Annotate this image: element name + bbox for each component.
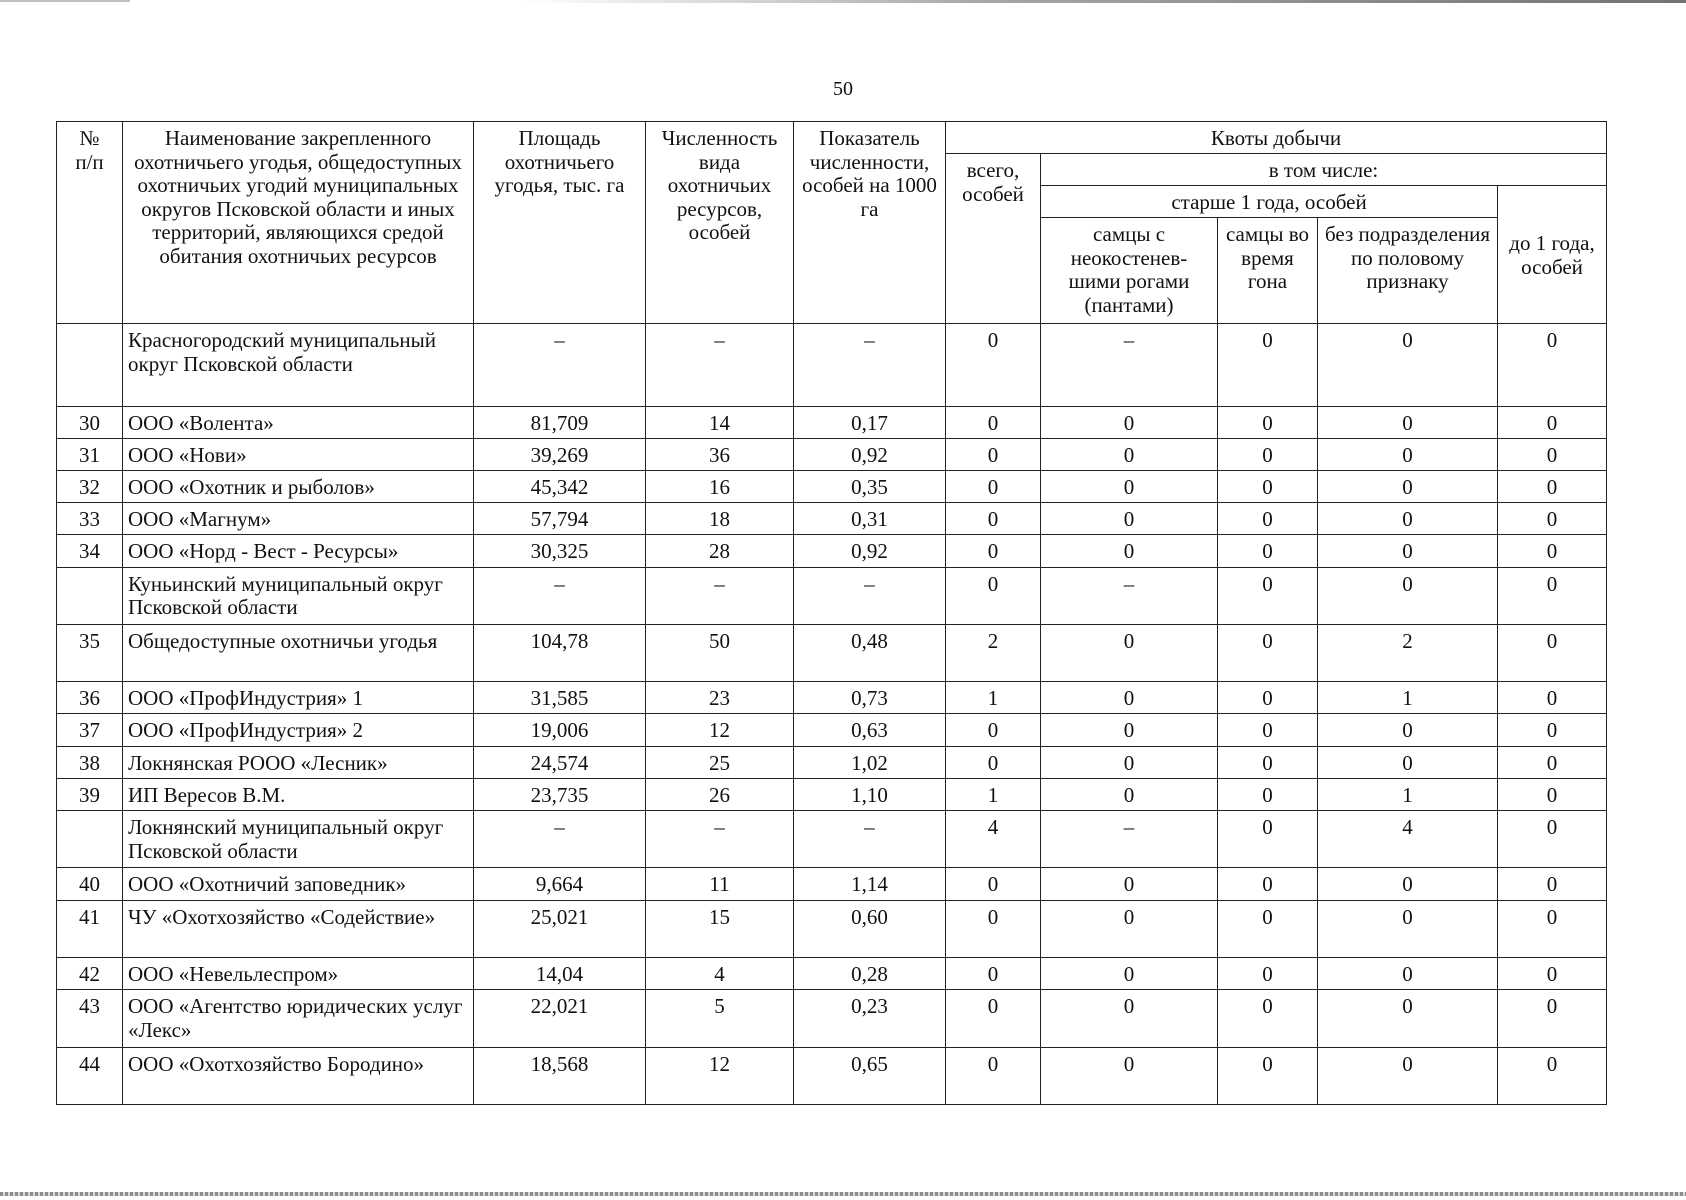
cell-quota-males-rut: 0 (1218, 1047, 1318, 1104)
cell-number: 34 (57, 535, 123, 567)
cell-quota-total: 0 (946, 503, 1041, 535)
cell-density: 0,28 (794, 957, 946, 989)
cell-area: 81,709 (474, 406, 646, 438)
cell-quota-males-rut: 0 (1218, 990, 1318, 1047)
cell-quota-males-velvet: – (1041, 811, 1218, 868)
cell-quota-under-1: 0 (1498, 324, 1607, 407)
header-total: всего, особей (946, 154, 1041, 324)
table-row (57, 1047, 1607, 1104)
cell-area: 57,794 (474, 503, 646, 535)
cell-name: Куньинский муниципальный округ Псковской области (123, 567, 474, 624)
cell-quota-under-1: 0 (1498, 868, 1607, 900)
cell-population: – (646, 567, 794, 624)
cell-number: 33 (57, 503, 123, 535)
cell-quota-no-sex: 2 (1318, 624, 1498, 681)
cell-quota-no-sex: 0 (1318, 503, 1498, 535)
cell-quota-males-rut: 0 (1218, 535, 1318, 567)
table-row (57, 470, 1607, 502)
cell-population: – (646, 324, 794, 407)
cell-quota-under-1: 0 (1498, 503, 1607, 535)
cell-number (57, 567, 123, 624)
cell-population: 15 (646, 900, 794, 957)
cell-population: 11 (646, 868, 794, 900)
cell-quota-no-sex: 0 (1318, 900, 1498, 957)
table-row (57, 990, 1607, 1047)
cell-name: ООО «Нови» (123, 438, 474, 470)
cell-name: ИП Вересов В.М. (123, 778, 474, 810)
cell-density: – (794, 567, 946, 624)
cell-number: 43 (57, 990, 123, 1047)
cell-quota-no-sex: 1 (1318, 778, 1498, 810)
cell-population: 36 (646, 438, 794, 470)
cell-quota-under-1: 0 (1498, 957, 1607, 989)
cell-quota-total: 1 (946, 682, 1041, 714)
cell-area: 18,568 (474, 1047, 646, 1104)
table-row (57, 714, 1607, 746)
cell-quota-no-sex: 0 (1318, 438, 1498, 470)
cell-quota-under-1: 0 (1498, 406, 1607, 438)
cell-quota-total: 0 (946, 746, 1041, 778)
cell-quota-no-sex: 0 (1318, 470, 1498, 502)
cell-quota-no-sex: 0 (1318, 324, 1498, 407)
cell-quota-no-sex: 0 (1318, 868, 1498, 900)
cell-quota-males-velvet: 0 (1041, 682, 1218, 714)
cell-population: 4 (646, 957, 794, 989)
cell-area: – (474, 811, 646, 868)
cell-population: – (646, 811, 794, 868)
table-header (57, 122, 1607, 324)
cell-number: 38 (57, 746, 123, 778)
cell-quota-total: 2 (946, 624, 1041, 681)
cell-quota-males-velvet: – (1041, 567, 1218, 624)
quota-table (56, 121, 1607, 1105)
cell-quota-under-1: 0 (1498, 567, 1607, 624)
cell-density: 0,48 (794, 624, 946, 681)
cell-density: 1,10 (794, 778, 946, 810)
cell-quota-males-velvet: 0 (1041, 868, 1218, 900)
cell-density: 0,60 (794, 900, 946, 957)
cell-quota-no-sex: 0 (1318, 567, 1498, 624)
cell-quota-males-velvet: 0 (1041, 624, 1218, 681)
cell-population: 50 (646, 624, 794, 681)
cell-quota-males-velvet: 0 (1041, 1047, 1218, 1104)
cell-quota-under-1: 0 (1498, 990, 1607, 1047)
table-row (57, 503, 1607, 535)
cell-quota-total: 0 (946, 868, 1041, 900)
table-row (57, 535, 1607, 567)
cell-quota-total: 1 (946, 778, 1041, 810)
cell-quota-total: 4 (946, 811, 1041, 868)
header-population: Численность вида охотничьих ресурсов, особей (646, 122, 794, 324)
header-density: Показатель численности, особей на 1000 га (794, 122, 946, 324)
cell-name: Локнянский муниципальный округ Псковской области (123, 811, 474, 868)
cell-quota-males-rut: 0 (1218, 811, 1318, 868)
cell-area: 31,585 (474, 682, 646, 714)
header-area: Площадь охотничьего угодья, тыс. га (474, 122, 646, 324)
cell-quota-males-velvet: 0 (1041, 990, 1218, 1047)
header-males-velvet-antlers: самцы с неокостенев-шими рогами (пантами) (1041, 218, 1218, 324)
cell-quota-total: 0 (946, 470, 1041, 502)
cell-quota-males-rut: 0 (1218, 567, 1318, 624)
cell-area: 104,78 (474, 624, 646, 681)
table-row (57, 811, 1607, 868)
cell-name: ООО «Охотник и рыболов» (123, 470, 474, 502)
cell-density: 1,14 (794, 868, 946, 900)
cell-density: 0,23 (794, 990, 946, 1047)
cell-quota-males-velvet: 0 (1041, 535, 1218, 567)
cell-name: ООО «Агентство юридических услуг «Лекс» (123, 990, 474, 1047)
table-body (57, 324, 1607, 1105)
cell-population: 26 (646, 778, 794, 810)
cell-quota-under-1: 0 (1498, 714, 1607, 746)
cell-quota-total: 0 (946, 438, 1041, 470)
cell-density: 0,92 (794, 438, 946, 470)
table-row (57, 624, 1607, 681)
cell-quota-males-rut: 0 (1218, 470, 1318, 502)
cell-quota-males-rut: 0 (1218, 324, 1318, 407)
cell-quota-males-velvet: 0 (1041, 406, 1218, 438)
cell-area: 22,021 (474, 990, 646, 1047)
cell-quota-under-1: 0 (1498, 746, 1607, 778)
cell-number: 42 (57, 957, 123, 989)
cell-quota-no-sex: 1 (1318, 682, 1498, 714)
cell-density: 0,35 (794, 470, 946, 502)
cell-population: 12 (646, 1047, 794, 1104)
cell-number: 41 (57, 900, 123, 957)
cell-quota-no-sex: 0 (1318, 1047, 1498, 1104)
cell-name: ООО «Магнум» (123, 503, 474, 535)
cell-quota-males-velvet: 0 (1041, 438, 1218, 470)
cell-quota-under-1: 0 (1498, 470, 1607, 502)
cell-density: 0,63 (794, 714, 946, 746)
cell-quota-males-rut: 0 (1218, 682, 1318, 714)
scan-edge-top (520, 0, 1686, 3)
table-row (57, 567, 1607, 624)
cell-quota-total: 0 (946, 535, 1041, 567)
cell-quota-no-sex: 0 (1318, 535, 1498, 567)
cell-quota-under-1: 0 (1498, 682, 1607, 714)
cell-quota-total: 0 (946, 406, 1041, 438)
cell-number: 44 (57, 1047, 123, 1104)
header-under-1-year: до 1 года, особей (1498, 186, 1607, 324)
cell-population: 5 (646, 990, 794, 1047)
cell-quota-males-velvet: 0 (1041, 778, 1218, 810)
cell-quota-total: 0 (946, 1047, 1041, 1104)
cell-density: – (794, 811, 946, 868)
cell-area: 14,04 (474, 957, 646, 989)
cell-quota-under-1: 0 (1498, 1047, 1607, 1104)
cell-area: 24,574 (474, 746, 646, 778)
cell-quota-males-rut: 0 (1218, 438, 1318, 470)
cell-name: ООО «ПрофИндустрия» 2 (123, 714, 474, 746)
table-row (57, 438, 1607, 470)
cell-quota-total: 0 (946, 990, 1041, 1047)
cell-population: 18 (646, 503, 794, 535)
cell-quota-total: 0 (946, 900, 1041, 957)
cell-name: Локнянская РООО «Лесник» (123, 746, 474, 778)
cell-density: 0,17 (794, 406, 946, 438)
cell-quota-males-rut: 0 (1218, 746, 1318, 778)
cell-quota-under-1: 0 (1498, 811, 1607, 868)
cell-number: 39 (57, 778, 123, 810)
cell-population: 25 (646, 746, 794, 778)
cell-quota-no-sex: 0 (1318, 406, 1498, 438)
cell-quota-under-1: 0 (1498, 535, 1607, 567)
cell-quota-males-velvet: 0 (1041, 957, 1218, 989)
cell-number: 36 (57, 682, 123, 714)
cell-name: Общедоступные охотничьи угодья (123, 624, 474, 681)
page-number: 50 (833, 78, 853, 100)
cell-name: ООО «Норд - Вест - Ресурсы» (123, 535, 474, 567)
table-row (57, 406, 1607, 438)
cell-area: 25,021 (474, 900, 646, 957)
scan-edge-top-left (0, 0, 130, 2)
cell-name: Красногородский муниципальный округ Псковской области (123, 324, 474, 407)
header-quotas: Квоты добычи (946, 122, 1607, 154)
header-name: Наименование закрепленного охотничьего угодья, общедоступных охотничьих угодий муниципальных округов Псковской области и иных территорий, являющихся средой обитания охотничьих ресурсов (123, 122, 474, 324)
header-including: в том числе: (1041, 154, 1607, 186)
cell-density: 0,65 (794, 1047, 946, 1104)
cell-area: 30,325 (474, 535, 646, 567)
cell-number: 35 (57, 624, 123, 681)
cell-density: 0,92 (794, 535, 946, 567)
header-older-than-1-year: старше 1 года, особей (1041, 186, 1498, 218)
cell-quota-males-rut: 0 (1218, 714, 1318, 746)
cell-area: – (474, 324, 646, 407)
cell-number: 31 (57, 438, 123, 470)
cell-area: 19,006 (474, 714, 646, 746)
cell-name: ООО «Волента» (123, 406, 474, 438)
cell-area: 45,342 (474, 470, 646, 502)
cell-quota-males-velvet: 0 (1041, 714, 1218, 746)
cell-quota-males-velvet: 0 (1041, 470, 1218, 502)
cell-population: 12 (646, 714, 794, 746)
cell-density: – (794, 324, 946, 407)
cell-quota-males-velvet: 0 (1041, 746, 1218, 778)
cell-quota-total: 0 (946, 957, 1041, 989)
table-row (57, 900, 1607, 957)
cell-quota-males-velvet: 0 (1041, 900, 1218, 957)
cell-quota-under-1: 0 (1498, 778, 1607, 810)
scan-edge-bottom (0, 1192, 1686, 1196)
cell-quota-no-sex: 0 (1318, 990, 1498, 1047)
cell-density: 1,02 (794, 746, 946, 778)
cell-number (57, 324, 123, 407)
table-row (57, 746, 1607, 778)
cell-density: 0,31 (794, 503, 946, 535)
table-row (57, 778, 1607, 810)
cell-quota-males-rut: 0 (1218, 957, 1318, 989)
cell-quota-total: 0 (946, 324, 1041, 407)
cell-population: 14 (646, 406, 794, 438)
cell-name: ООО «ПрофИндустрия» 1 (123, 682, 474, 714)
cell-quota-no-sex: 0 (1318, 746, 1498, 778)
cell-quota-total: 0 (946, 714, 1041, 746)
cell-name: ООО «Охотничий заповедник» (123, 868, 474, 900)
cell-number: 40 (57, 868, 123, 900)
cell-quota-total: 0 (946, 567, 1041, 624)
cell-number: 32 (57, 470, 123, 502)
table-row (57, 324, 1607, 407)
cell-quota-males-rut: 0 (1218, 868, 1318, 900)
cell-number: 37 (57, 714, 123, 746)
table-row (57, 682, 1607, 714)
header-number: № п/п (57, 122, 123, 324)
cell-name: ООО «Охотхозяйство Бородино» (123, 1047, 474, 1104)
cell-quota-males-rut: 0 (1218, 503, 1318, 535)
cell-quota-males-velvet: 0 (1041, 503, 1218, 535)
header-males-rut: самцы во время гона (1218, 218, 1318, 324)
cell-quota-males-rut: 0 (1218, 900, 1318, 957)
cell-quota-under-1: 0 (1498, 624, 1607, 681)
cell-area: 39,269 (474, 438, 646, 470)
cell-area: – (474, 567, 646, 624)
cell-density: 0,73 (794, 682, 946, 714)
cell-quota-no-sex: 0 (1318, 714, 1498, 746)
cell-name: ЧУ «Охотхозяйство «Содействие» (123, 900, 474, 957)
cell-population: 28 (646, 535, 794, 567)
cell-quota-under-1: 0 (1498, 438, 1607, 470)
cell-quota-males-rut: 0 (1218, 778, 1318, 810)
cell-quota-males-velvet: – (1041, 324, 1218, 407)
cell-number (57, 811, 123, 868)
table-row (57, 868, 1607, 900)
cell-quota-males-rut: 0 (1218, 624, 1318, 681)
table-row (57, 957, 1607, 989)
cell-population: 23 (646, 682, 794, 714)
cell-number: 30 (57, 406, 123, 438)
cell-quota-males-rut: 0 (1218, 406, 1318, 438)
cell-quota-under-1: 0 (1498, 900, 1607, 957)
cell-quota-no-sex: 4 (1318, 811, 1498, 868)
cell-area: 23,735 (474, 778, 646, 810)
cell-quota-no-sex: 0 (1318, 957, 1498, 989)
cell-population: 16 (646, 470, 794, 502)
cell-name: ООО «Невельлеспром» (123, 957, 474, 989)
header-no-sex-division: без подразделения по половому признаку (1318, 218, 1498, 324)
cell-area: 9,664 (474, 868, 646, 900)
